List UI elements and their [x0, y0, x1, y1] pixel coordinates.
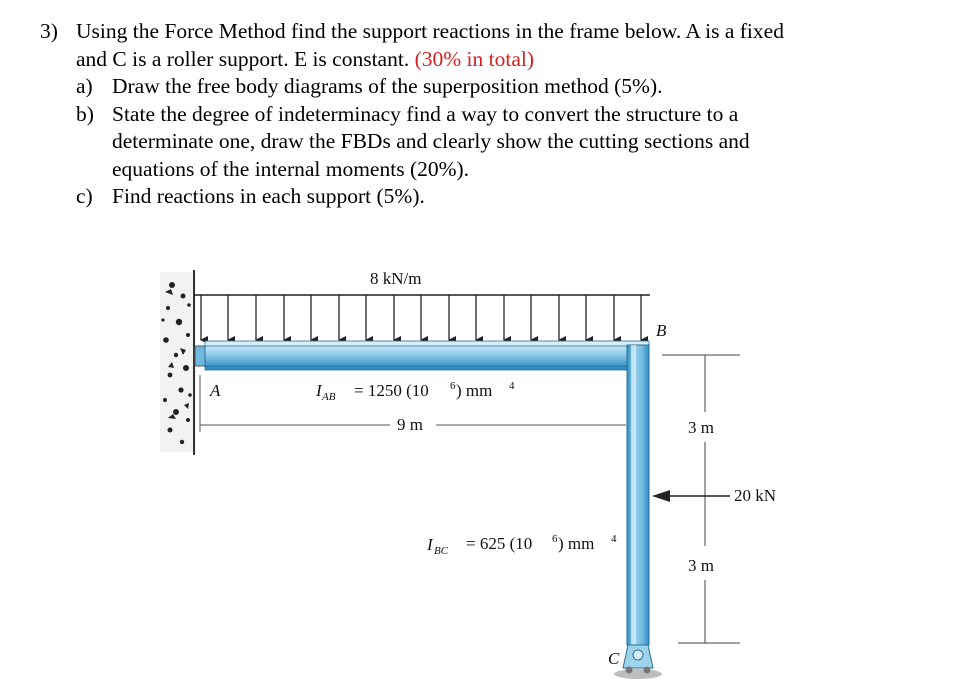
part-b-text-3: equations of the internal moments (20%). [112, 156, 470, 181]
problem-number: 3) [40, 19, 58, 43]
part-b-text-2: determinate one, draw the FBDs and clearly show the cutting sections and [112, 129, 750, 153]
I-AB-symbol: I [316, 381, 322, 400]
I-AB-unit-exponent: 4 [509, 380, 515, 392]
I-BC-unit: ) mm [558, 534, 595, 553]
point-load-label: 20 kN [734, 486, 777, 505]
point-A-label: A [210, 381, 221, 400]
part-c-text: Find reactions in each support (5%). [112, 184, 425, 208]
vertical-dimension [662, 355, 740, 643]
load-label: 8 kN/m [370, 269, 422, 288]
span-AB-label: 9 m [397, 415, 423, 434]
I-BC-unit-exponent: 4 [611, 533, 617, 545]
height-upper-label: 3 m [688, 418, 714, 437]
I-AB-value: = 1250 (10 [354, 381, 429, 400]
point-B-label: B [656, 321, 667, 340]
beam-AB [205, 341, 649, 370]
I-AB-unit: ) mm [456, 381, 493, 400]
I-AB-subscript: AB [322, 391, 336, 403]
part-a-text: Draw the free body diagrams of the superposition method (5%). [112, 74, 663, 98]
height-lower-label: 3 m [688, 556, 714, 575]
roller-support-C [614, 645, 662, 679]
distributed-load [194, 295, 650, 340]
part-c-label: c) [76, 184, 93, 208]
problem-total-weight: (30% in total) [414, 46, 534, 71]
problem-stem-text2: and C is a roller support. E is constant. [76, 46, 410, 71]
part-b-text-1: State the degree of indeterminacy find a way to convert the structure to a [112, 101, 739, 126]
I-BC-exponent: 6 [552, 533, 558, 545]
I-BC-value: = 625 (10 [466, 534, 533, 553]
part-a-label: a) [76, 74, 93, 98]
I-BC-subscript: BC [434, 545, 449, 557]
problem-stem-text1: Using the Force Method find the support reactions in the frame below. A is a fixed [76, 19, 784, 43]
I-BC-label [426, 533, 617, 557]
part-b-label: b) [76, 101, 94, 126]
point-load-arrow [652, 490, 730, 502]
I-BC-symbol: I [427, 535, 433, 554]
point-C-label: C [608, 649, 620, 668]
I-AB-label [315, 380, 515, 403]
I-AB-exponent: 6 [450, 380, 456, 392]
column-BC [627, 345, 649, 645]
